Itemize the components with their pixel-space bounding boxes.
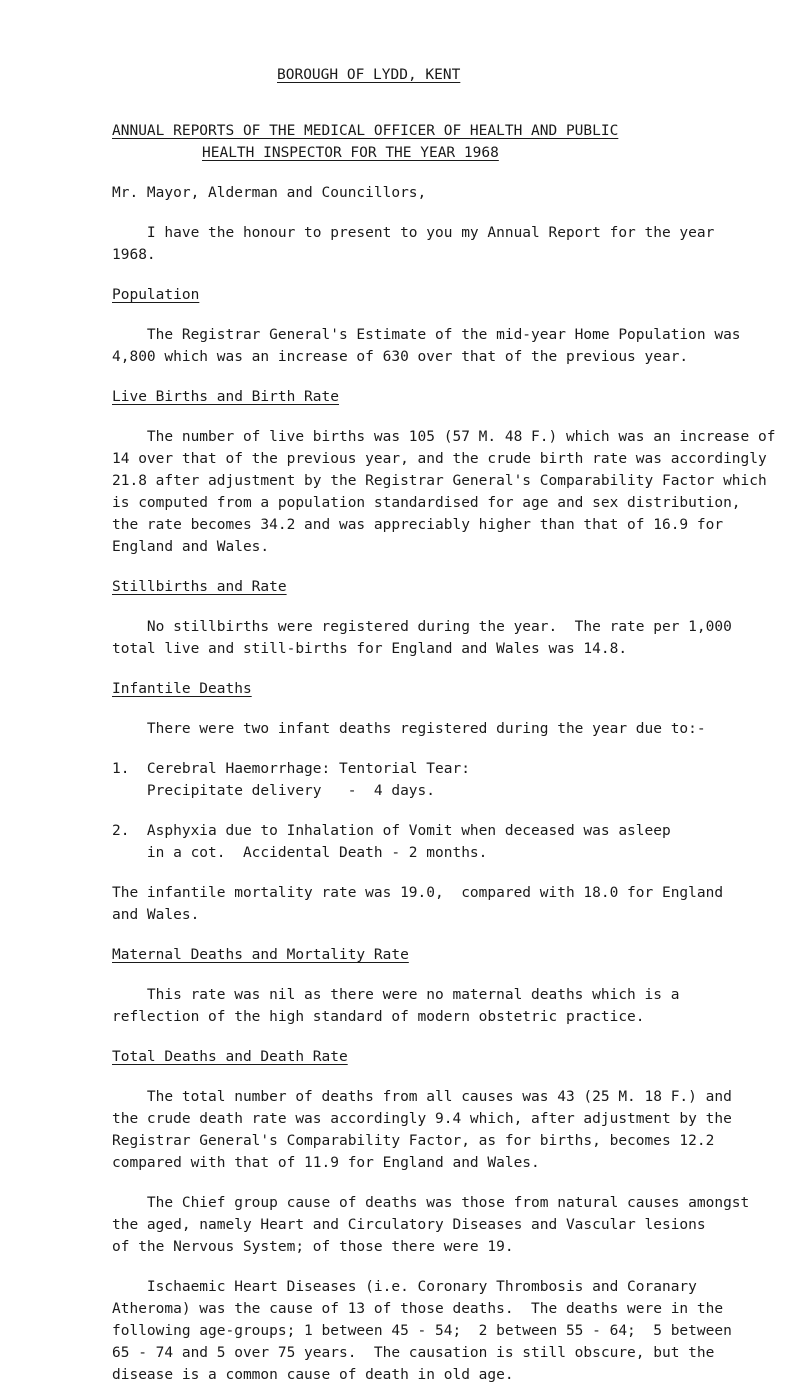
live-births-line: The number of live births was 105 (57 M. 48 F.) which was an increase of: [112, 429, 776, 445]
infantile-cause-item: in a cot. Accidental Death - 2 months.: [112, 845, 488, 861]
total-deaths-line: Atheroma) was the cause of 13 of those deaths. The deaths were in the: [112, 1301, 724, 1317]
section-heading-stillbirths: Stillbirths and Rate: [112, 579, 287, 595]
live-births-line: 14 over that of the previous year, and the crude birth rate was accordingly: [112, 451, 767, 467]
section-heading-live-births: Live Births and Birth Rate: [112, 389, 339, 405]
infantile-cause-item: Precipitate delivery - 4 days.: [112, 783, 436, 799]
stillbirths-line: total live and still-births for England and Wales was 14.8.: [112, 641, 628, 657]
total-deaths-line: following age-groups; 1 between 45 - 54; 2 between 55 - 64; 5 between: [112, 1323, 732, 1339]
total-deaths-line: The total number of deaths from all causes was 43 (25 M. 18 F.) and: [112, 1089, 732, 1105]
section-heading-maternal-deaths: Maternal Deaths and Mortality Rate: [112, 947, 409, 963]
infantile-line: There were two infant deaths registered during the year due to:-: [112, 721, 706, 737]
live-births-line: is computed from a population standardised for age and sex distribution,: [112, 495, 741, 511]
stillbirths-line: No stillbirths were registered during the year. The rate per 1,000: [112, 619, 732, 635]
infantile-line: and Wales.: [112, 907, 200, 923]
live-births-line: 21.8 after adjustment by the Registrar General's Comparability Factor which: [112, 473, 767, 489]
live-births-line: the rate becomes 34.2 and was appreciably higher than that of 16.9 for: [112, 517, 724, 533]
live-births-line: England and Wales.: [112, 539, 270, 555]
report-title-line1: ANNUAL REPORTS OF THE MEDICAL OFFICER OF HEALTH AND PUBLIC: [112, 123, 619, 139]
section-heading-infantile-deaths: Infantile Deaths: [112, 681, 252, 697]
infantile-cause-item: 2. Asphyxia due to Inhalation of Vomit when deceased was asleep: [112, 823, 671, 839]
population-line: The Registrar General's Estimate of the mid-year Home Population was: [112, 327, 741, 343]
infantile-line: The infantile mortality rate was 19.0, compared with 18.0 for England: [112, 885, 724, 901]
maternal-line: reflection of the high standard of modern obstetric practice.: [112, 1009, 645, 1025]
infantile-cause-item: 1. Cerebral Haemorrhage: Tentorial Tear:: [112, 761, 470, 777]
maternal-line: This rate was nil as there were no maternal deaths which is a: [112, 987, 680, 1003]
total-deaths-line: the aged, namely Heart and Circulatory Diseases and Vascular lesions: [112, 1217, 706, 1233]
intro-line: 1968.: [112, 247, 156, 263]
total-deaths-line: Registrar General's Comparability Factor, as for births, becomes 12.2: [112, 1133, 715, 1149]
borough-title: BOROUGH OF LYDD, KENT: [277, 67, 461, 83]
report-title-line2: HEALTH INSPECTOR FOR THE YEAR 1968: [202, 145, 499, 161]
salutation: Mr. Mayor, Alderman and Councillors,: [112, 185, 427, 201]
total-deaths-line: The Chief group cause of deaths was those from natural causes amongst: [112, 1195, 750, 1211]
population-line: 4,800 which was an increase of 630 over that of the previous year.: [112, 349, 689, 365]
total-deaths-line: compared with that of 11.9 for England and Wales.: [112, 1155, 540, 1171]
total-deaths-line: the crude death rate was accordingly 9.4 which, after adjustment by the: [112, 1111, 732, 1127]
total-deaths-line: 65 - 74 and 5 over 75 years. The causation is still obscure, but the: [112, 1345, 715, 1361]
total-deaths-line: Ischaemic Heart Diseases (i.e. Coronary Thrombosis and Coranary: [112, 1279, 697, 1295]
total-deaths-line: disease is a common cause of death in old age.: [112, 1367, 514, 1383]
intro-line: I have the honour to present to you my Annual Report for the year: [112, 225, 715, 241]
section-heading-total-deaths: Total Deaths and Death Rate: [112, 1049, 348, 1065]
section-heading-population: Population: [112, 287, 200, 303]
total-deaths-line: of the Nervous System; of those there were 19.: [112, 1239, 514, 1255]
